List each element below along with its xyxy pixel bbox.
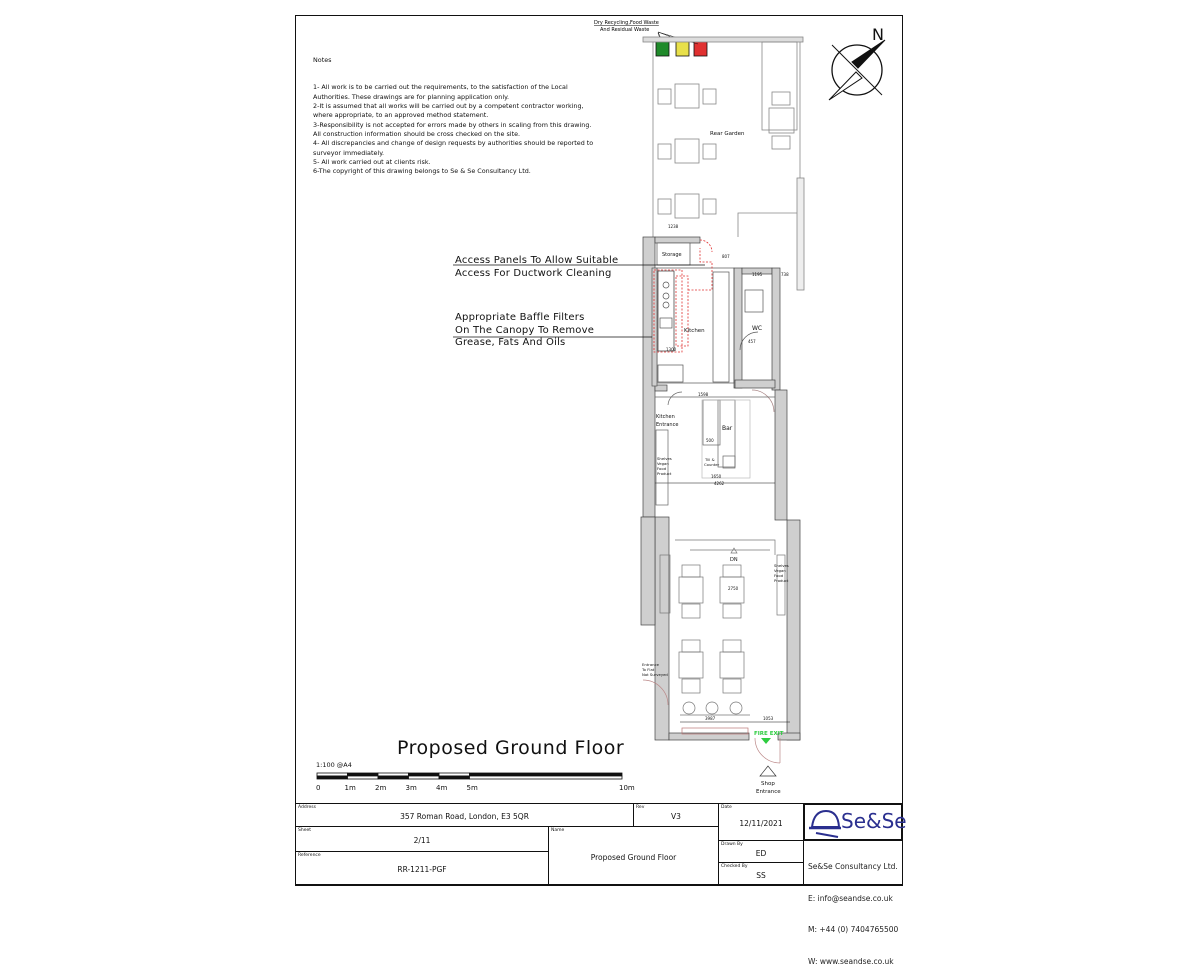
garden-table-set [658, 84, 716, 108]
sheet-cell [295, 826, 549, 852]
waste-label: And Residual Waste [600, 27, 650, 33]
dimension-label: 4262 [714, 481, 725, 486]
note-line: 6-The copyright of this drawing belongs to Se & Se Consultancy Ltd. [313, 167, 531, 176]
name-value: Proposed Ground Floor [590, 852, 677, 862]
checked-by-value: SS [756, 870, 766, 880]
fixture-label: Product [774, 578, 789, 583]
north-arrow-icon [829, 25, 885, 100]
scale-tick-label: 4m [436, 784, 448, 792]
company-email: E: info@seandse.co.uk [808, 893, 893, 903]
dimension-label: 457 [748, 339, 756, 344]
scale-segment [409, 773, 440, 776]
drawn-by-label: Drawn By [721, 842, 743, 847]
fixture-label: Vegan [774, 568, 786, 573]
general-notes [313, 37, 593, 186]
rev-value: V3 [671, 811, 681, 821]
reference-label: Reference [298, 853, 321, 858]
date-cell [718, 803, 804, 841]
till-counter-label: Counter [704, 462, 720, 467]
scale-segment [470, 773, 623, 776]
north-label: N [872, 25, 884, 44]
scale-label: 1:100 @A4 [316, 761, 352, 769]
entrance-arrow-icon [760, 766, 776, 776]
scale-segment [348, 776, 379, 779]
dining-table-set [679, 640, 703, 693]
callout-access-panels [455, 255, 618, 280]
stairs-down-label: DN [730, 557, 738, 563]
address-label: Address [298, 805, 316, 810]
rev-label: Rev [636, 805, 645, 810]
rev-cell [633, 803, 719, 827]
garden-table-set [769, 92, 794, 149]
fixture-label: Food [657, 466, 667, 471]
scale-tick-label: 5m [466, 784, 478, 792]
dimension-label: 738 [781, 272, 789, 277]
dimension-label: 1053 [763, 716, 774, 721]
callout-line: Grease, Fats And Oils [455, 337, 566, 348]
dimension-label: 1650 [711, 474, 722, 479]
building-walls [641, 237, 800, 740]
scale-tick-label: 10m [619, 784, 635, 792]
date-label: Date [721, 805, 732, 810]
scale-segment [348, 773, 379, 776]
sheet-value: 2/11 [413, 835, 431, 845]
note-line: All construction information should be cross checked on the site. [313, 129, 521, 138]
waste-label: Dry Recycling,Food Waste [594, 20, 659, 26]
reference-cell [295, 851, 549, 885]
garden-table-set [658, 194, 716, 218]
company-phone: M: +44 (0) 7404765500 [808, 925, 899, 934]
waste-bins [656, 32, 707, 56]
callout-line: Appropriate Baffle Filters [455, 312, 585, 323]
callout-line: Access For Ductwork Cleaning [455, 267, 612, 279]
fixture-label: Shelves [774, 563, 789, 568]
fixture-label: Shelves [657, 456, 672, 461]
scale-bar [317, 773, 622, 779]
date-value: 12/11/2021 [739, 818, 783, 828]
reference-value: RR-1211-PGF [397, 864, 447, 874]
hard-hat-logo-icon [808, 807, 842, 839]
dining-table-set [720, 565, 744, 618]
recycling-bin-icon [656, 41, 669, 56]
fixture-label: Not Surveyed [642, 672, 668, 677]
dimension-label: 3987 [705, 716, 716, 721]
dimension-label: 1238 [668, 224, 679, 229]
fixture-label: Food [774, 573, 784, 578]
sheet-label: Sheet [298, 828, 312, 833]
note-line: where appropriate, to an approved method statement. [313, 111, 489, 120]
fixture-label: To Flat [642, 667, 655, 672]
address-value: 357 Roman Road, London, E3 5QR [400, 811, 529, 821]
scale-tick-label: 0 [316, 784, 321, 792]
notes-heading: Notes [313, 55, 332, 64]
shop-entrance-label: Entrance [756, 789, 781, 795]
name-cell [548, 826, 719, 885]
drawing-title: Proposed Ground Floor [397, 737, 625, 759]
dining-table-set [720, 640, 744, 693]
room-label-rear-garden: Rear Garden [710, 131, 745, 137]
room-label-storage: Storage [662, 252, 682, 258]
callout-baffle-filters [455, 312, 594, 350]
dimension-label: 500 [706, 438, 714, 443]
dimension-label: 2750 [728, 586, 739, 591]
fixture-label: Product [657, 471, 672, 476]
fixture-label: Vegan [657, 461, 669, 466]
checked-by-cell [718, 862, 804, 885]
scale-segment [439, 776, 470, 779]
note-line: 2-It is assumed that all works will be carried out by a competent contractor working, [313, 102, 584, 111]
checked-by-label: Checked By [721, 864, 748, 869]
drawn-by-value: ED [755, 848, 767, 858]
note-line: surveyor immediately. [313, 148, 385, 157]
fire-exit-arrow-icon [761, 738, 771, 744]
scale-segment [439, 773, 470, 776]
dimension-label: 1300 [666, 347, 677, 352]
room-label-kitchen: Kitchen [684, 328, 705, 334]
food-waste-bin-icon [676, 41, 689, 56]
note-line: Authorities. These drawings are for planning application only. [313, 92, 510, 101]
room-label-kitchen-entrance: Kitchen [656, 414, 675, 420]
room-label-bar: Bar [722, 425, 733, 432]
garden-table-set [658, 139, 716, 163]
room-label-kitchen-entrance: Entrance [656, 422, 679, 428]
company-website: W: www.seandse.co.uk [808, 956, 894, 966]
note-line: 5- All work carried out at clients risk. [313, 157, 431, 166]
company-contact [808, 841, 898, 978]
note-line: 1- All work is to be carried out the requirements, to the satisfaction of the Local [313, 83, 568, 92]
dimension-label: 1598 [698, 392, 709, 397]
scale-segment [317, 773, 348, 776]
company-logo [803, 803, 907, 841]
scale-segment [378, 776, 409, 779]
fixture-label: Entrance [642, 662, 660, 667]
scale-segment [317, 776, 348, 779]
name-label: Name [551, 828, 565, 833]
scale-tick-label: 3m [405, 784, 417, 792]
scale-segment [409, 776, 440, 779]
dimension-label: 1195 [752, 272, 763, 277]
shop-entrance-label: Shop [761, 781, 775, 787]
address-cell [295, 803, 634, 827]
callout-line: On The Canopy To Remove [455, 324, 595, 336]
scale-tick-label: 2m [375, 784, 387, 792]
note-line: 3-Responsibility is not accepted for errors made by others in scaling from this drawing. [313, 120, 592, 129]
fire-exit-sign: FIRE EXIT [754, 731, 784, 737]
scale-segment [378, 773, 409, 776]
note-line: 4- All discrepancies and change of design requests by authorities should be reported to [313, 139, 594, 148]
till-counter-label: Till & [705, 457, 715, 462]
company-name: Se&Se Consultancy Ltd. [808, 862, 898, 871]
drawn-by-cell [718, 840, 804, 863]
room-label-wc: WC [752, 325, 763, 332]
dining-table-set [679, 565, 703, 618]
logo-text: Se&Se [841, 809, 907, 833]
scale-segment [470, 776, 623, 779]
scale-tick-label: 1m [344, 784, 356, 792]
callout-line: Access Panels To Allow Suitable [455, 255, 619, 266]
dimension-label: 807 [722, 254, 730, 259]
bar-area [655, 392, 775, 505]
